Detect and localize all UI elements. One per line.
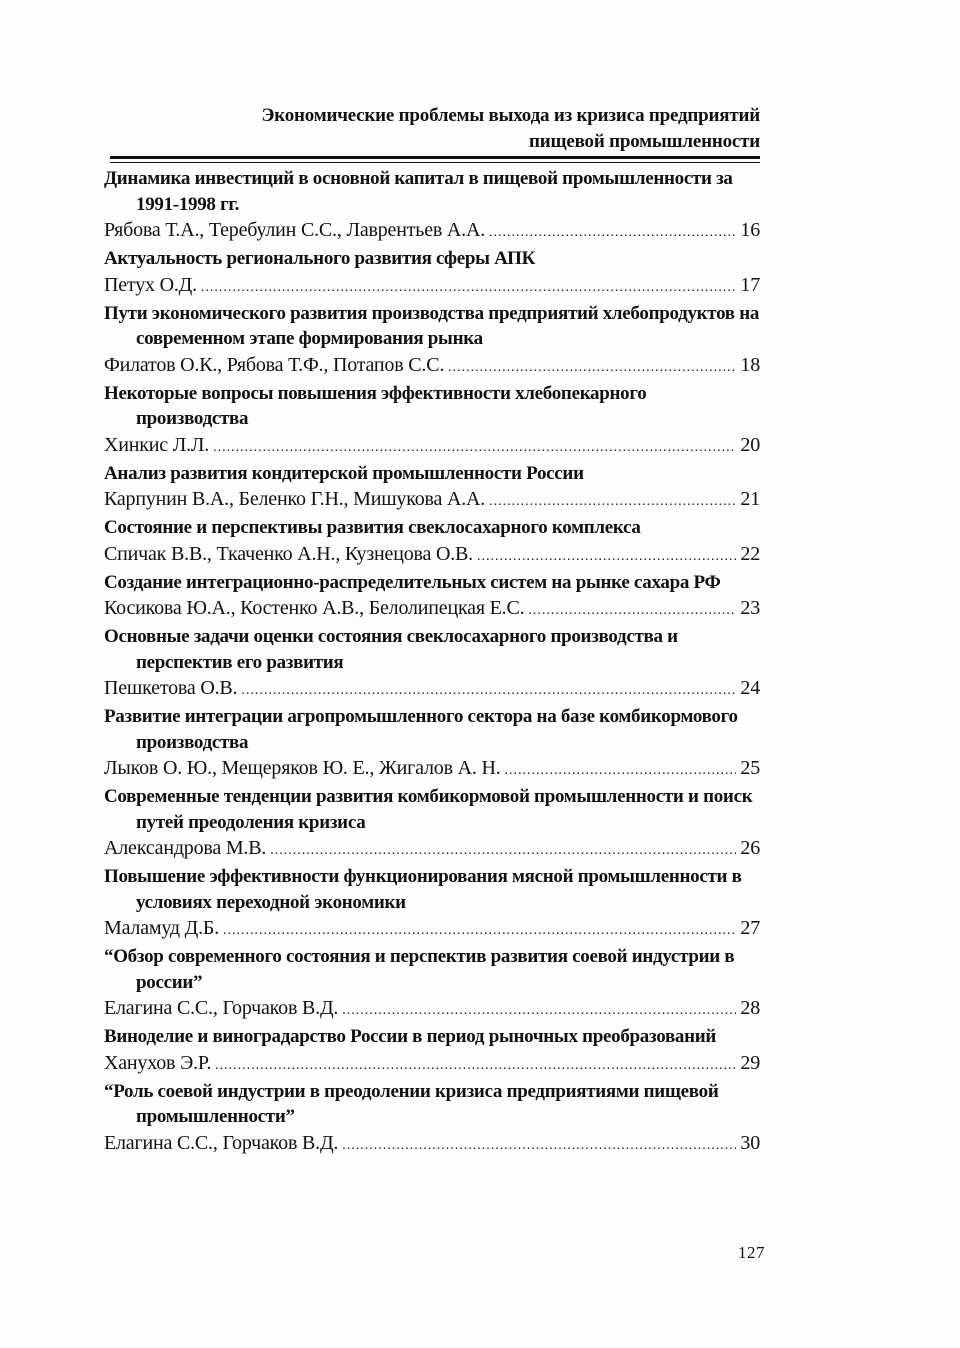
header-rule-thin — [110, 162, 760, 163]
toc-entry-title: Анализ развития кондитерской промышленности России — [104, 462, 584, 484]
running-header-line-1: Экономические проблемы выхода из кризиса предприятий — [261, 105, 760, 126]
dot-leader — [342, 1133, 736, 1159]
toc-entry-authors-line — [104, 272, 760, 301]
toc-entry-authors: Косикова Ю.А., Костенко А.В., Белолипецкая Е.С. — [104, 597, 525, 619]
dot-leader — [270, 838, 736, 864]
toc-entry-title: “Роль соевой индустрии в преодолении кризиса предприятиями пищевой промышленности” — [104, 1080, 719, 1127]
dot-leader — [241, 678, 736, 704]
toc-entry-page: 23 — [740, 597, 760, 619]
toc-entry-authors: Спичак В.В., Ткаченко А.Н., Кузнецова О.В. — [104, 542, 473, 565]
toc-entry-authors-line — [104, 486, 760, 515]
toc-entry-authors-line — [104, 1050, 760, 1079]
toc-entry-title: Виноделие и виноградарство России в период рыночных преобразований — [104, 1026, 717, 1047]
toc-entry-authors: Елагина С.С., Горчаков В.Д. — [104, 997, 339, 1019]
toc-entry — [104, 515, 760, 570]
dot-leader — [489, 220, 736, 246]
dot-leader — [489, 489, 736, 515]
toc-entry-title: “Обзор современного состояния и перспектив развития соевой индустрии в россии” — [104, 946, 735, 993]
toc-entry-page: 21 — [740, 488, 760, 510]
toc-entry-authors-line — [104, 995, 760, 1024]
toc-entry-authors: Александрова М.В. — [104, 837, 267, 859]
toc-entry-authors-line — [104, 217, 760, 246]
toc-entry-authors: Филатов О.К., Рябова Т.Ф., Потапов С.С. — [104, 353, 445, 376]
toc-entry-title: Динамика инвестиций в основной капитал в пищевой промышленности за 1991-1998 гг. — [104, 168, 733, 215]
toc-entry-authors-line — [104, 835, 760, 864]
toc-entry-page: 17 — [740, 273, 760, 296]
toc-entry-title: Некоторые вопросы повышения эффективности хлебопекарного производства — [104, 382, 647, 429]
dot-leader — [448, 355, 736, 381]
toc-entry-title: Состояние и перспективы развития свеклосахарного комплекса — [104, 517, 641, 538]
toc-entry — [104, 570, 760, 625]
toc-entry — [104, 461, 760, 516]
running-header — [104, 103, 760, 155]
dot-leader — [223, 918, 736, 944]
toc-entry-title: Актуальность регионального развития сферы АПК — [104, 248, 536, 269]
toc-entry-page: 26 — [740, 837, 760, 859]
running-header-line-2: пищевой промышленности — [529, 131, 760, 152]
toc-entry-authors: Петух О.Д. — [104, 273, 197, 296]
toc-entry — [104, 381, 760, 461]
toc-entry — [104, 864, 760, 944]
header-rule-thick — [110, 156, 760, 159]
toc-entry — [104, 624, 760, 704]
toc-entry-authors: Хинкис Л.Л. — [104, 433, 210, 456]
table-of-contents — [104, 166, 760, 1159]
toc-entry — [104, 166, 760, 246]
toc-entry-authors-line — [104, 541, 760, 570]
toc-entry-title: Создание интеграционно-распределительных систем на рынке сахара РФ — [104, 571, 721, 593]
toc-entry-authors-line — [104, 1130, 760, 1159]
page-number: 127 — [738, 1243, 765, 1262]
toc-entry-page: 27 — [740, 917, 760, 939]
toc-entry — [104, 246, 760, 301]
toc-entry-authors: Пешкетова О.В. — [104, 677, 238, 699]
toc-entry-title: Повышение эффективности функционирования мясной промышленности в условиях переходной экономики — [104, 866, 742, 913]
dot-leader — [528, 598, 736, 624]
toc-entry — [104, 944, 760, 1024]
dot-leader — [477, 544, 736, 570]
toc-entry — [104, 1079, 760, 1159]
toc-entry-authors-line — [104, 352, 760, 381]
toc-entry-authors: Карпунин В.А., Беленко Г.Н., Мишукова А.А. — [104, 488, 486, 510]
toc-entry-authors: Маламуд Д.Б. — [104, 917, 219, 939]
toc-entry-authors-line — [104, 675, 760, 704]
toc-entry-authors-line — [104, 595, 760, 624]
dot-leader — [215, 1053, 736, 1079]
toc-entry-authors-line — [104, 432, 760, 461]
toc-entry — [104, 301, 760, 381]
toc-entry-page: 29 — [740, 1051, 760, 1074]
toc-entry-title: Пути экономического развития производства предприятий хлебопродуктов на современном этапе формирования рынка — [104, 302, 760, 349]
toc-entry-authors: Лыков О. Ю., Мещеряков Ю. Е., Жигалов А. Н. — [104, 757, 501, 779]
toc-entry — [104, 784, 760, 864]
dot-leader — [213, 435, 736, 461]
dot-leader — [505, 758, 737, 784]
toc-entry-title: Основные задачи оценки состояния свеклосахарного производства и перспектив его развития — [104, 626, 678, 673]
toc-entry-page: 30 — [740, 1131, 760, 1154]
toc-entry-page: 16 — [740, 219, 760, 241]
toc-entry-authors: Рябова Т.А., Теребулин С.С., Лаврентьев А.А. — [104, 219, 485, 241]
toc-entry-page: 20 — [740, 433, 760, 456]
toc-entry-title: Развитие интеграции агропромышленного сектора на базе комбикормового производства — [104, 706, 738, 753]
toc-entry-page: 22 — [740, 542, 760, 565]
toc-entry — [104, 704, 760, 784]
toc-entry-page: 28 — [740, 997, 760, 1019]
toc-entry-authors: Ханухов Э.Р. — [104, 1051, 212, 1074]
dot-leader — [342, 998, 736, 1024]
toc-entry-authors: Елагина С.С., Горчаков В.Д. — [104, 1131, 339, 1154]
toc-entry — [104, 1024, 760, 1079]
toc-entry-authors-line — [104, 915, 760, 944]
toc-entry-page: 18 — [740, 353, 760, 376]
dot-leader — [201, 275, 737, 301]
toc-entry-page: 24 — [740, 677, 760, 699]
toc-entry-page: 25 — [740, 757, 760, 779]
toc-entry-authors-line — [104, 755, 760, 784]
toc-entry-title: Современные тенденции развития комбикормовой промышленности и поиск путей преодоления кризиса — [104, 786, 753, 833]
